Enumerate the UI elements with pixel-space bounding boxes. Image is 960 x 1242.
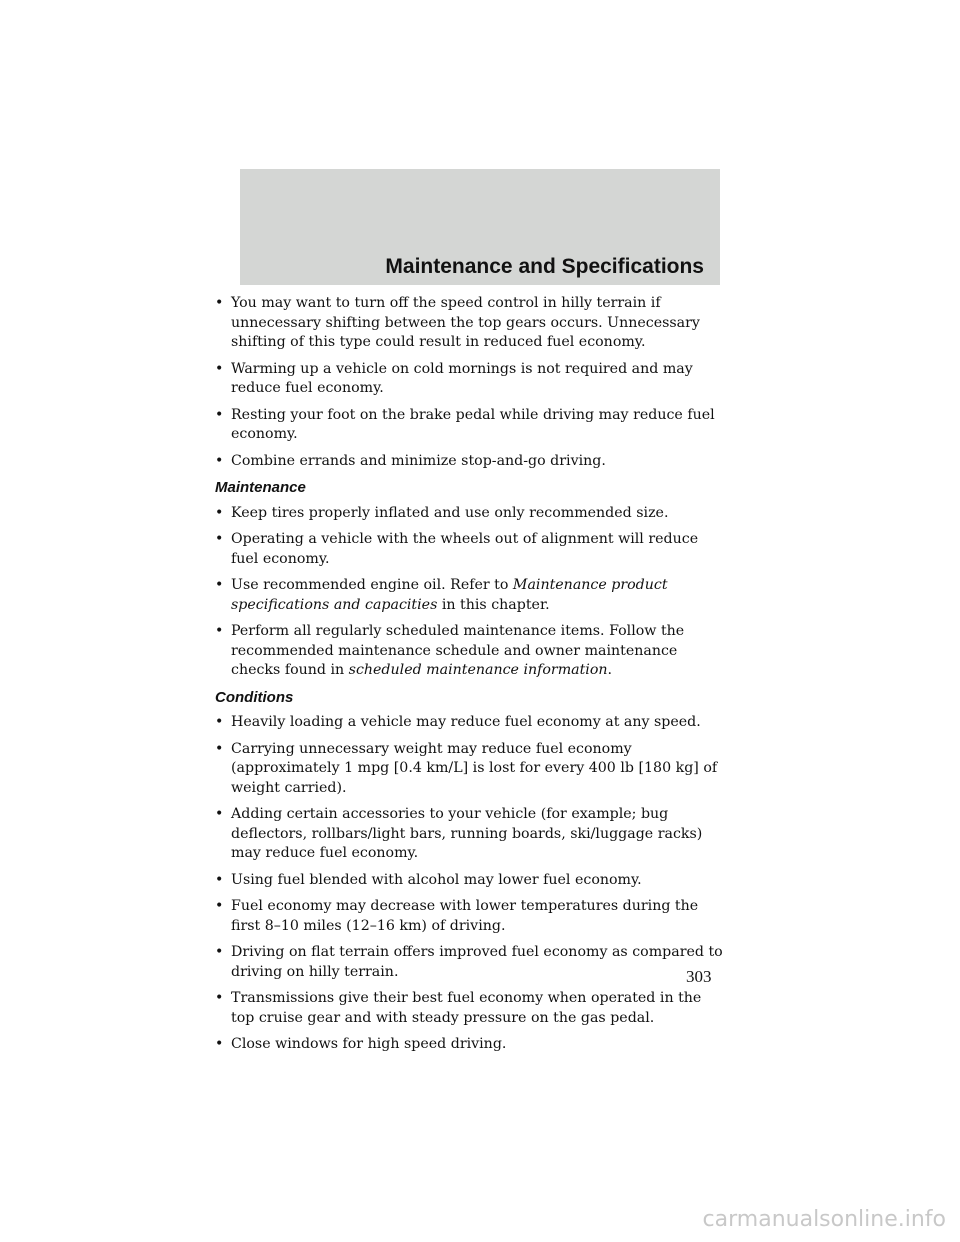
bullet-glyph: • xyxy=(215,806,224,822)
bullet-text: Warming up a vehicle on cold mornings is not required and may reduce fuel economy. xyxy=(231,360,693,396)
bullet-item xyxy=(215,989,725,1028)
bullet-text: Keep tires properly inflated and use only recommended size. xyxy=(231,504,669,521)
bullet-glyph: • xyxy=(215,406,224,423)
bullet-item xyxy=(215,452,725,472)
conditions-heading: Conditions xyxy=(215,688,294,706)
bullet-item xyxy=(215,740,725,799)
bullet-text xyxy=(231,577,668,613)
bullet-glyph: • xyxy=(215,1036,224,1052)
bullet-item xyxy=(215,622,725,681)
bullet-glyph: • xyxy=(215,898,224,914)
bullet-item xyxy=(215,805,725,864)
bullet-item xyxy=(215,576,725,615)
page-content xyxy=(215,294,725,1062)
bullet-item xyxy=(215,713,725,733)
bullet-glyph: • xyxy=(215,623,224,639)
bullet-item xyxy=(215,943,725,982)
bullet-glyph: • xyxy=(215,990,224,1006)
bullet-text: You may want to turn off the speed control in hilly terrain if unnecessary shifting between the top gears occurs. Unnecessary shifting of this type could result in reduced fuel economy. xyxy=(231,295,700,350)
bullet-glyph: • xyxy=(215,504,224,521)
bullet-text xyxy=(231,623,684,678)
bullet-text-part: Use recommended engine oil. Refer to xyxy=(231,577,513,593)
bullet-glyph: • xyxy=(215,871,224,888)
bullet-text-part: . xyxy=(607,662,613,678)
maintenance-heading: Maintenance xyxy=(215,479,306,496)
bullet-glyph: • xyxy=(215,740,224,757)
bullet-item xyxy=(215,360,725,399)
bullet-text: Operating a vehicle with the wheels out of alignment will reduce fuel economy. xyxy=(231,531,699,567)
bullet-text: Heavily loading a vehicle may reduce fuel economy at any speed. xyxy=(231,714,701,730)
bullet-text: Carrying unnecessary weight may reduce fuel economy (approximately 1 mpg [0.4 km/L] is lost for every 400 lb [180 kg] of weight carried). xyxy=(231,740,718,796)
bullet-glyph: • xyxy=(215,360,224,377)
cross-reference-link: scheduled maintenance information xyxy=(348,662,608,678)
bullet-item xyxy=(215,530,725,569)
bullet-glyph: • xyxy=(215,577,224,593)
bullet-glyph: • xyxy=(215,944,224,960)
bullet-text: Fuel economy may decrease with lower temperatures during the first 8–10 miles (12–16 km) of driving. xyxy=(231,898,699,934)
bullet-item xyxy=(215,1035,725,1055)
bullet-glyph: • xyxy=(215,714,224,730)
bullet-item xyxy=(215,897,725,936)
bullet-text: Adding certain accessories to your vehicle (for example; bug deflectors, rollbars/light bars, running boards, ski/luggage racks) may reduce fuel economy. xyxy=(231,806,703,861)
page-number: 303 xyxy=(686,967,712,986)
bullet-item xyxy=(215,504,725,524)
cross-reference-link: Maintenance product specifications and capacities xyxy=(231,577,668,613)
bullet-item xyxy=(215,871,725,891)
bullet-text-part: in this chapter. xyxy=(437,596,550,613)
bullet-item xyxy=(215,294,725,353)
bullet-glyph: • xyxy=(215,452,224,469)
bullet-text: Resting your foot on the brake pedal while driving may reduce fuel economy. xyxy=(231,406,715,442)
section-header-band xyxy=(240,169,720,285)
bullet-text: Driving on flat terrain offers improved fuel economy as compared to driving on hilly terrain. xyxy=(231,944,723,980)
bullet-text: Using fuel blended with alcohol may lower fuel economy. xyxy=(231,871,642,888)
bullet-text-part: Perform all regularly scheduled maintenance items. Follow the recommended maintenance schedule and owner maintenance checks found in xyxy=(231,623,685,678)
bullet-item xyxy=(215,406,725,445)
section-title: Maintenance and Specifications xyxy=(385,255,704,278)
watermark: carmanualsonline.info xyxy=(702,1207,946,1232)
bullet-glyph: • xyxy=(215,295,224,311)
bullet-glyph: • xyxy=(215,531,224,547)
bullet-text: Close windows for high speed driving. xyxy=(231,1036,507,1052)
bullet-text: Combine errands and minimize stop-and-go driving. xyxy=(231,452,606,469)
bullet-text: Transmissions give their best fuel economy when operated in the top cruise gear and with steady pressure on the gas pedal. xyxy=(231,990,702,1026)
